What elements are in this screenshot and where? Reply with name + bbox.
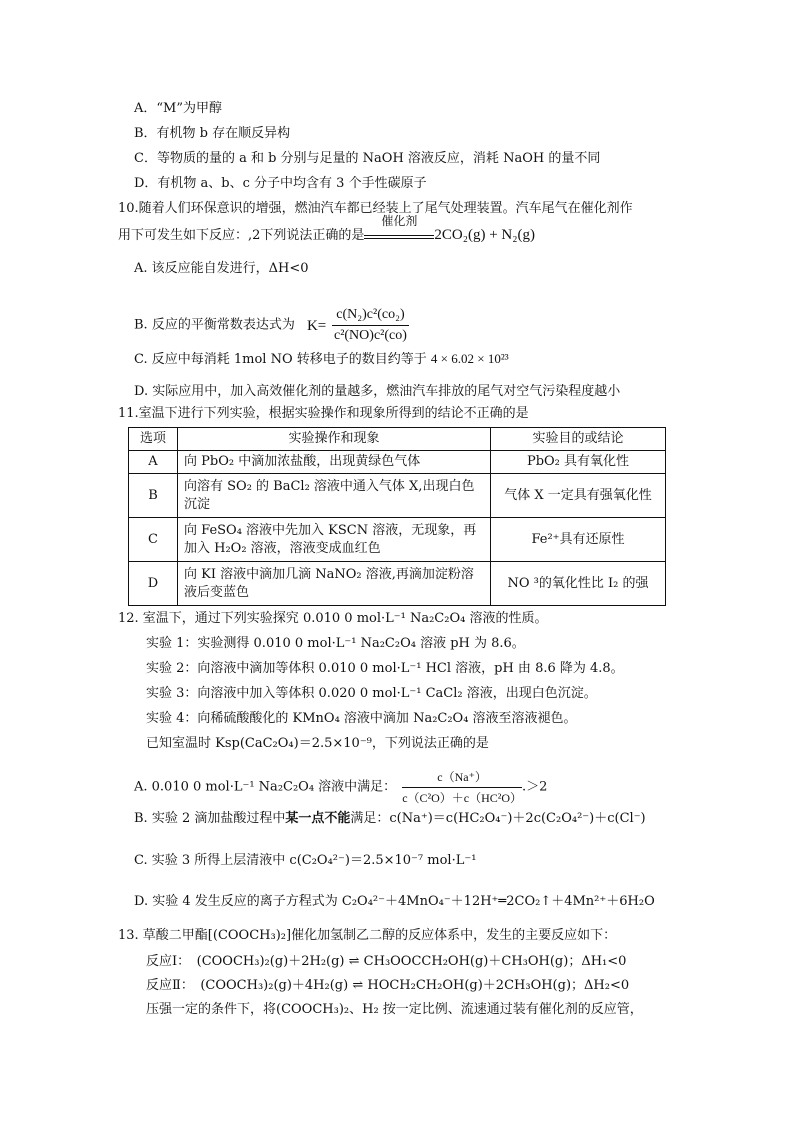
experiment-table	[128, 427, 666, 606]
q13-reaction-2: 反应Ⅱ： (COOCH₃)₂(g)＋4H₂(g) ⇌ HOCH₂CH₂OH(g)＋2CH₃OH(g)；ΔH₂<0	[146, 978, 630, 993]
q12-option-a-text: A. 0.010 0 mol·L⁻¹ Na₂C₂O₄ 溶液中满足：	[134, 779, 397, 795]
q13-stem: 13. 草酸二甲酯[(COOCH₃)₂]催化加氢制乙二醇的反应体系中，发生的主要反应如下：	[118, 928, 617, 943]
table-cell: A	[129, 451, 178, 474]
q12-experiment-1: 实验 1：实验测得 0.010 0 mol·L⁻¹ Na₂C₂O₄ 溶液 pH 为 8.6。	[146, 636, 525, 651]
catalyst-label: 催化剂	[381, 214, 418, 228]
q12-option-b-text: B. 实验 2 滴加盐酸过程中	[134, 811, 286, 826]
table-cell: 气体 X 一定具有强氧化性	[491, 474, 666, 518]
q11-stem: 11.室温下进行下列实验，根据实验操作和现象所得到的结论不正确的是	[118, 406, 529, 421]
table-row	[129, 474, 666, 518]
table-header-row	[129, 428, 666, 451]
k-expression	[332, 306, 408, 345]
q10-option-b	[134, 306, 409, 345]
table-cell: D	[129, 562, 178, 606]
q10-option-a: A. 该反应能自发进行，ΔH<0	[134, 261, 309, 276]
q10-stem-line1: 10.随着人们环保意识的增强，燃油汽车都已经装上了尾气处理装置。汽车尾气在催化剂作	[118, 201, 633, 216]
table-cell: C	[129, 518, 178, 562]
table-header: 实验操作和现象	[178, 428, 491, 451]
q12-experiment-2: 实验 2：向溶液中滴加等体积 0.010 0 mol·L⁻¹ HCl 溶液，pH 由 8.6 降为 4.8。	[146, 661, 624, 676]
q10-stem-text: 用下可发生如下反应：,2下列说法正确的是	[118, 228, 365, 243]
table-cell: Fe²⁺具有还原性	[491, 518, 666, 562]
q12-option-c: C. 实验 3 所得上层清液中 c(C₂O₄²⁻)＝2.5×10⁻⁷ mol·L⁻¹	[134, 853, 477, 868]
q9-option-a: A．“M”为甲醇	[134, 101, 222, 116]
q10-option-b-text: B. 反应的平衡常数表达式为	[134, 317, 295, 333]
k-numerator: c(N₂)c²(co₂)	[332, 306, 408, 326]
q10-option-c-value: 4 × 6.02 × 10²³	[430, 351, 509, 366]
q12-experiment-3: 实验 3：向溶液中加入等体积 0.020 0 mol·L⁻¹ CaCl₂ 溶液，出现白色沉淀。	[146, 686, 597, 701]
table-cell: 向溶有 SO₂ 的 BaCl₂ 溶液中通入气体 X,出现白色沉淀	[178, 474, 491, 518]
ratio-denominator: c（C²O）＋c（HC²O）	[402, 791, 523, 805]
table-cell: 向 PbO₂ 中滴加浓盐酸，出现黄绿色气体	[178, 451, 491, 474]
table-header: 实验目的或结论	[491, 428, 666, 451]
table-cell: B	[129, 474, 178, 518]
table-row	[129, 451, 666, 474]
q10-option-c-text: C. 反应中每消耗 1mol NO 转移电子的数目约等于	[134, 352, 427, 367]
q12-option-d: D. 实验 4 发生反应的离子方程式为 C₂O₄²⁻＋4MnO₄⁻＋12H⁺═2CO₂↑＋4Mn²⁺＋6H₂O	[134, 894, 655, 909]
k-denominator: c²(NO)c²(co)	[333, 328, 407, 343]
table-cell: PbO₂ 具有氧化性	[491, 451, 666, 474]
q12-experiment-4: 实验 4：向稀硫酸酸化的 KMnO₄ 溶液中滴加 Na₂C₂O₄ 溶液至溶液褪色。	[146, 711, 577, 726]
q9-option-c: C．等物质的量的 a 和 b 分别与足量的 NaOH 溶液反应，消耗 NaOH 的量不同	[134, 151, 601, 166]
q12-stem: 12. 室温下，通过下列实验探究 0.010 0 mol·L⁻¹ Na₂C₂O₄ 溶液的性质。	[118, 611, 548, 626]
q12-option-b-emphasis: 某一点不能	[285, 811, 351, 826]
table-cell: NO ³的氧化性比 I₂ 的强	[491, 562, 666, 606]
catalyst-arrow	[364, 214, 434, 239]
table-row	[129, 518, 666, 562]
q12-option-b-condition: 满足：c(Na⁺)＝c(HC₂O₄⁻)＋2c(C₂O₄²⁻)＋c(Cl⁻)	[350, 811, 646, 826]
q13-condition: 压强一定的条件下，将(COOCH₃)₂、H₂ 按一定比例、流速通过装有催化剂的反应管，	[146, 1002, 643, 1017]
equilibrium-k: K=	[306, 317, 327, 334]
ratio-compare: .＞2	[522, 779, 548, 795]
table-header: 选项	[129, 428, 178, 451]
q10-option-d: D. 实际应用中，加入高效催化剂的量越多，燃油汽车排放的尾气对空气污染程度越小	[134, 384, 621, 399]
table-row	[129, 562, 666, 606]
q10-product: 2CO₂(g) + N₂(g)	[434, 227, 535, 243]
q12-option-a	[134, 768, 547, 807]
q12-ksp: 已知室温时 Ksp(CaC₂O₄)＝2.5×10⁻⁹，下列说法正确的是	[146, 736, 489, 751]
ratio-numerator: c（Na⁺）	[402, 768, 522, 788]
table-cell: 向 FeSO₄ 溶液中先加入 KSCN 溶液，无现象，再加入 H₂O₂ 溶液，溶液变成血红色	[178, 518, 491, 562]
q13-reaction-1: 反应Ⅰ： (COOCH₃)₂(g)＋2H₂(g) ⇌ CH₃OOCCH₂OH(g)＋CH₃OH(g)；ΔH₁<0	[146, 954, 627, 969]
q10-stem-line2	[118, 214, 535, 245]
q9-option-d: D．有机物 a、b、c 分子中均含有 3 个手性碳原子	[134, 176, 427, 191]
table-cell: 向 KI 溶液中滴加几滴 NaNO₂ 溶液,再滴加淀粉溶液后变蓝色	[178, 562, 491, 606]
q9-option-b: B．有机物 b 存在顺反异构	[134, 126, 291, 141]
ratio-fraction	[402, 768, 522, 807]
q10-option-c	[134, 350, 509, 369]
q12-option-b	[134, 810, 646, 828]
